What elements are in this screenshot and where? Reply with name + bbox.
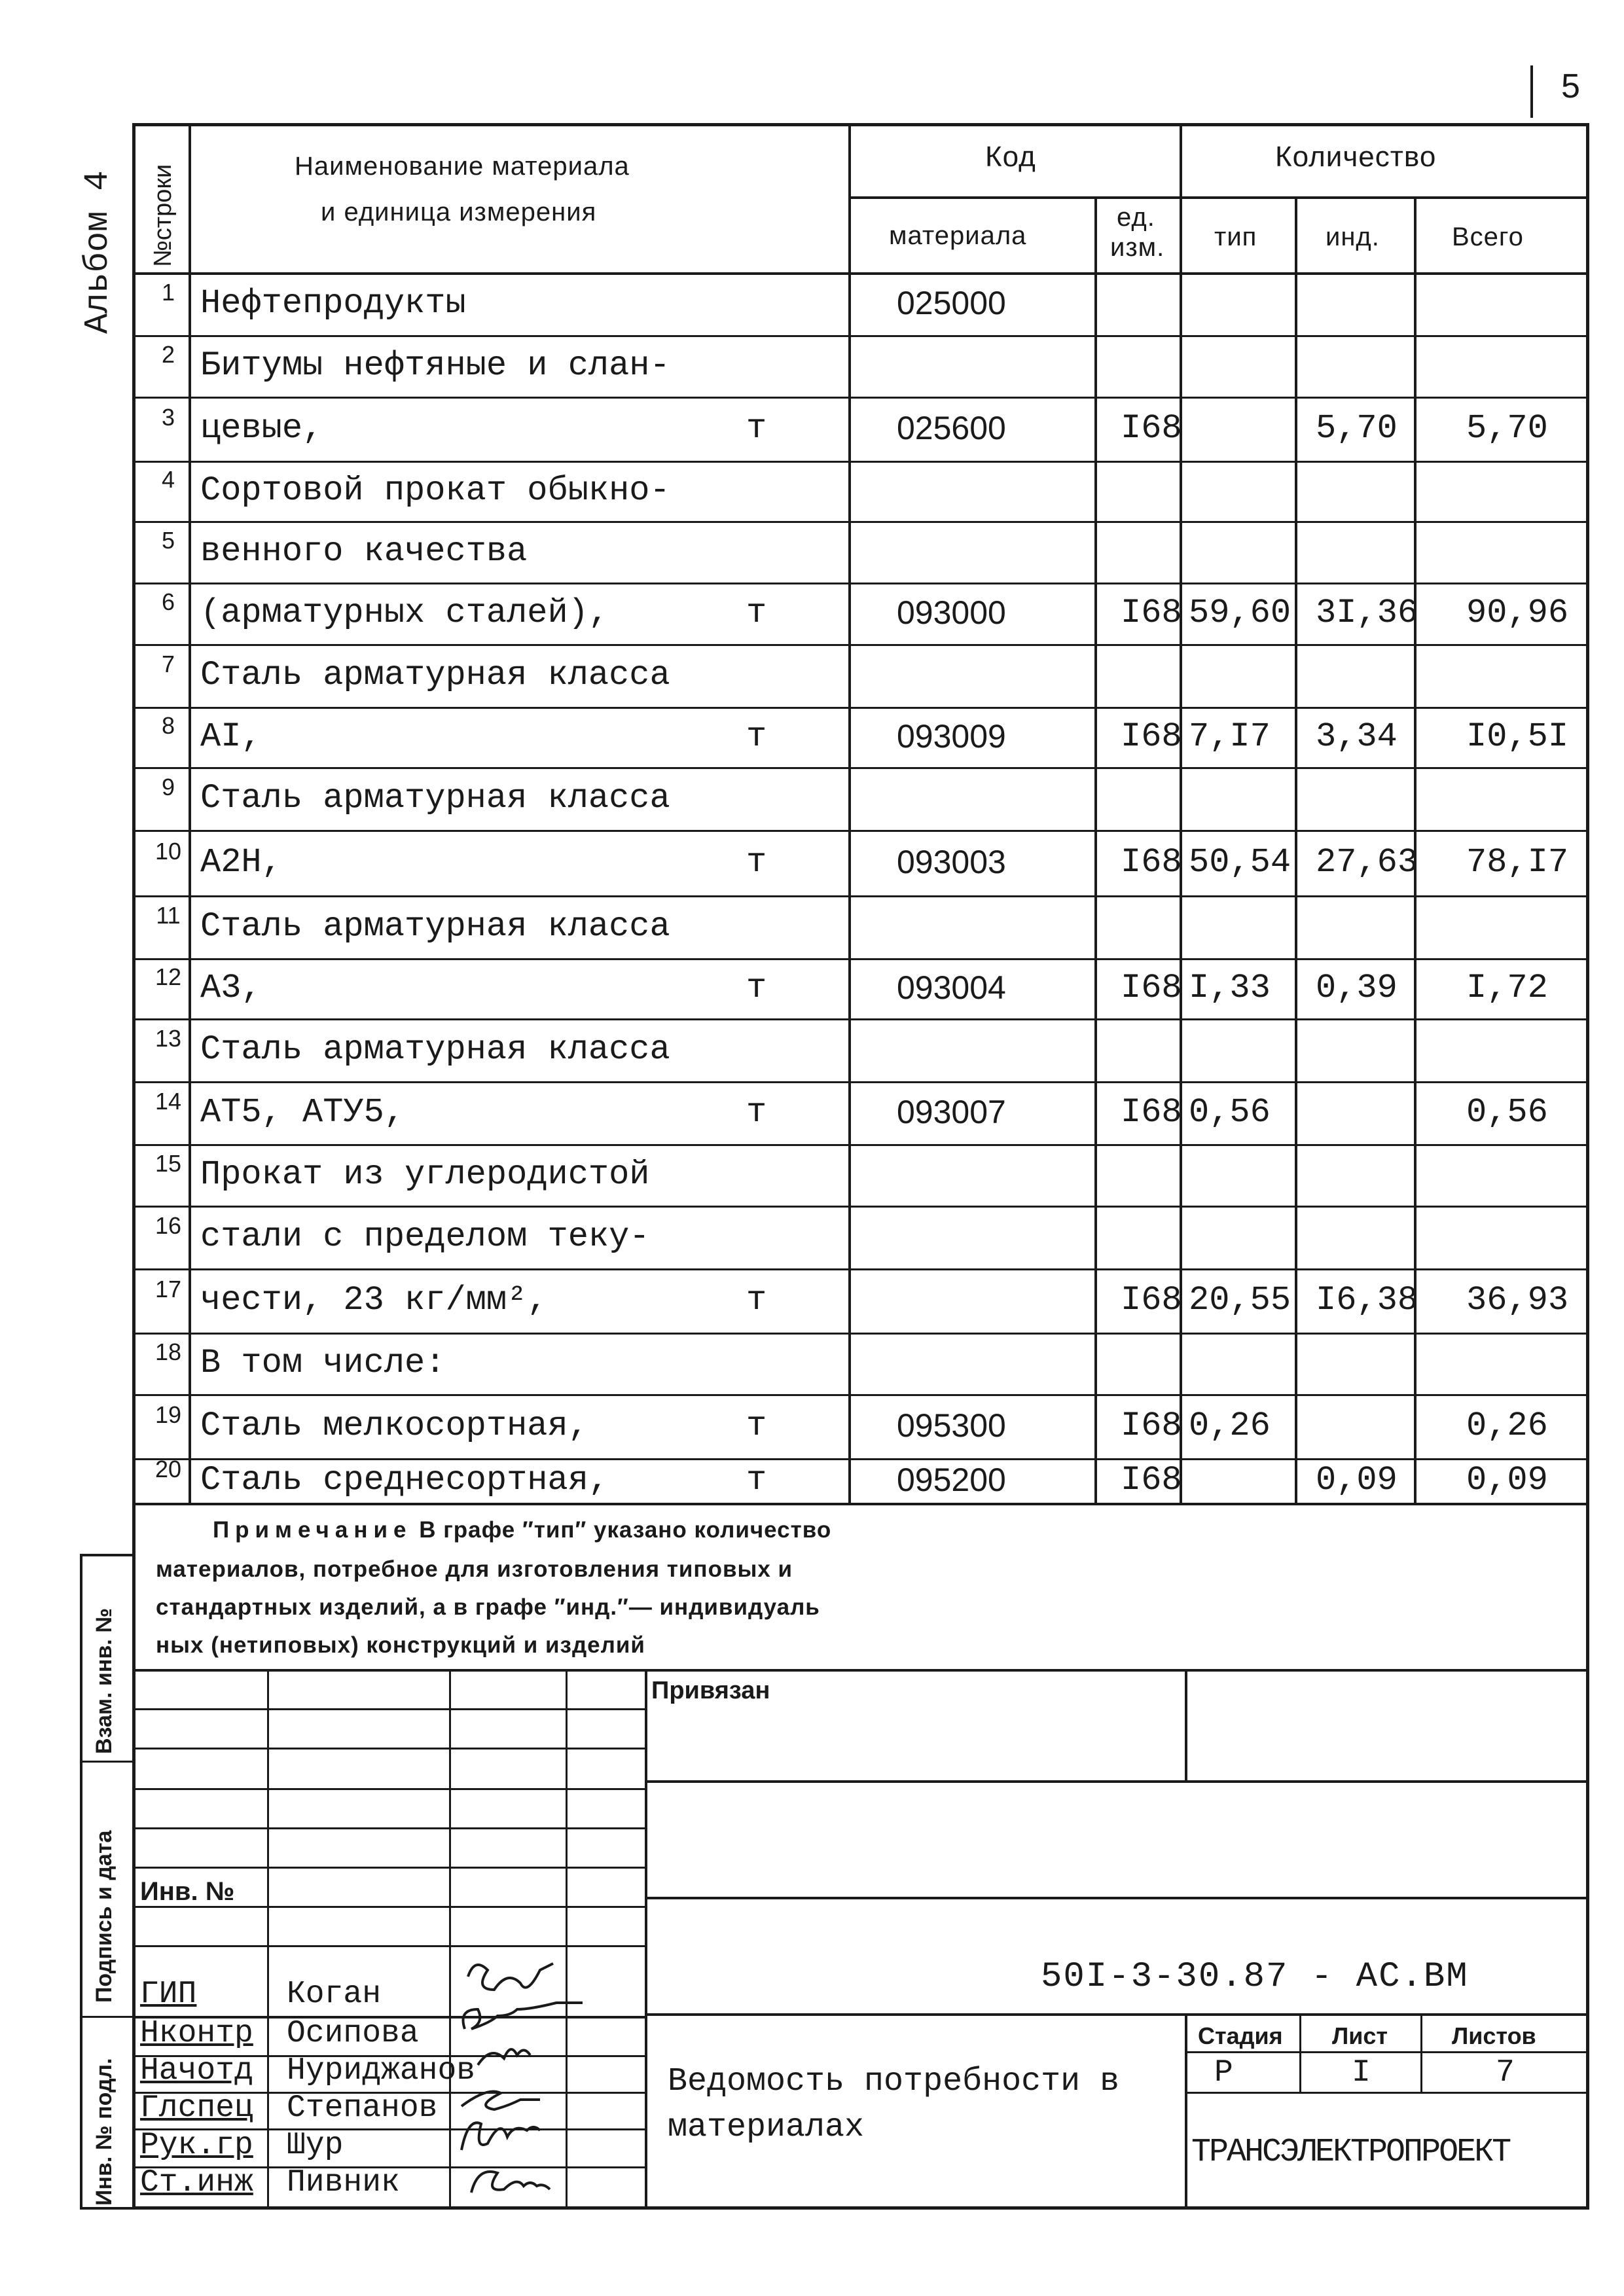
row-number: 12 [154, 963, 182, 990]
qty-total: 36,93 [1466, 1281, 1569, 1319]
signature-pivnik [471, 2172, 550, 2193]
unit-code: I68 [1121, 1281, 1182, 1319]
qty-ind: I6,38 [1316, 1281, 1418, 1319]
row-divider [132, 1394, 1588, 1396]
material-code: 093004 [897, 969, 1006, 1006]
row-divider [132, 1081, 1588, 1083]
row-divider [132, 958, 1588, 960]
table-bottom-line [132, 1503, 1588, 1505]
stage-col-line [1299, 2013, 1301, 2092]
material-name: Нефтепродукты [200, 284, 466, 323]
signature-osipova [463, 2003, 583, 2029]
qty-ind: 3I,36 [1316, 594, 1418, 632]
stamp-role: Ст.инж [140, 2165, 253, 2200]
stage-label: Стадия [1198, 2022, 1283, 2049]
qty-total: 0,09 [1466, 1461, 1548, 1499]
sheets-value: 7 [1496, 2055, 1515, 2090]
unit-code: I68 [1121, 717, 1182, 756]
qty-total: I,72 [1466, 969, 1548, 1007]
row-divider [132, 397, 1588, 399]
row-divider [132, 895, 1588, 897]
side-label-podpis: Подпись и дата [92, 1830, 117, 2003]
side-label-inv-podl: Инв. № подл. [92, 2058, 117, 2206]
row-number: 15 [154, 1150, 182, 1177]
stamp-person: Степанов [287, 2090, 438, 2126]
stamp-role: ГИП [140, 1977, 197, 2012]
album-label: Альбом 4 [79, 170, 117, 334]
page-number: 5 [1561, 67, 1580, 105]
material-code: 095200 [897, 1462, 1006, 1498]
material-name: Сталь арматурная класса [200, 779, 670, 817]
qty-total: 5,70 [1466, 409, 1548, 448]
row-divider [132, 1206, 1588, 1208]
stamp-role: Глспец [140, 2090, 253, 2126]
row-divider [132, 644, 1588, 646]
stage-block-divider [1185, 2013, 1187, 2210]
side-label-vzam: Взам. инв. № [92, 1607, 117, 1754]
privyazan-divider [1185, 1669, 1187, 1780]
unit-code: I68 [1121, 594, 1182, 632]
stamp-person: Шур [287, 2128, 344, 2163]
material-name: Сталь среднесортная, [200, 1461, 609, 1499]
unit-measure: т [746, 717, 767, 756]
material-name: венного качества [200, 532, 528, 571]
material-name: Сталь арматурная класса [200, 907, 670, 946]
material-name: AT5, ATУ5, [200, 1093, 405, 1132]
row-divider [132, 830, 1588, 832]
row-number: 13 [154, 1025, 182, 1052]
row-number: 19 [154, 1401, 182, 1428]
row-divider [132, 521, 1588, 523]
qty-ind: 0,39 [1316, 969, 1398, 1007]
stage-values-line [1185, 2092, 1588, 2094]
unit-code: I68 [1121, 409, 1182, 448]
unit-measure: т [746, 843, 767, 882]
side-divider-1 [80, 1761, 132, 1763]
material-name: Сталь арматурная класса [200, 1030, 670, 1069]
title-top-line [645, 2013, 1588, 2016]
stamp-role: Рук.гр [140, 2128, 253, 2163]
qty-type: 7,I7 [1189, 717, 1271, 756]
unit-code: I68 [1121, 1407, 1182, 1445]
privyazan-label: Привязан [651, 1677, 770, 1704]
stamp-role: Нконтр [140, 2016, 253, 2051]
row-number: 5 [161, 527, 175, 554]
signature-stepanov [461, 2092, 540, 2110]
total-header: Всего [1452, 223, 1524, 251]
row-divider [132, 1458, 1588, 1460]
qty-total: 0,56 [1466, 1093, 1548, 1132]
note-line3: стандартных изделий, а в графе ″инд.″— индивидуаль [156, 1594, 820, 1620]
signatures-svg [452, 1950, 648, 2210]
stamp-grid-row1 [132, 1708, 645, 1710]
row-divider [132, 1268, 1588, 1270]
stamp-grid-row5 [132, 1867, 645, 1869]
side-divider-2 [80, 2016, 132, 2018]
stamp-grid-row2 [132, 1748, 645, 1749]
header-bottom-line [132, 272, 1588, 275]
page-number-divider [1530, 65, 1533, 118]
unit-measure: т [746, 1093, 767, 1132]
row-divider [132, 1018, 1588, 1020]
doc-title-line1: Ведомость потребности в [668, 2063, 1120, 2100]
row-number: 8 [161, 712, 175, 739]
qty-ind: 5,70 [1316, 409, 1398, 448]
qty-type: 0,56 [1189, 1093, 1271, 1132]
qty-type: I,33 [1189, 969, 1271, 1007]
row-number: 2 [161, 341, 175, 368]
material-header: материала [889, 221, 1027, 250]
material-code: 093007 [897, 1094, 1006, 1130]
qty-type: 20,55 [1189, 1281, 1291, 1319]
row-number: 6 [161, 588, 175, 615]
material-name: A3, [200, 969, 262, 1007]
row-divider [132, 461, 1588, 463]
material-name: цевые, [200, 409, 323, 448]
material-name: Прокат из углеродистой [200, 1155, 650, 1194]
unit-code: I68 [1121, 1093, 1182, 1132]
header-mid-line [848, 196, 1588, 199]
qty-total: I0,5I [1466, 717, 1569, 756]
qty-ind: 0,09 [1316, 1461, 1398, 1499]
sheet-label: Лист [1332, 2022, 1388, 2049]
unit-code: I68 [1121, 843, 1182, 882]
row-divider [132, 767, 1588, 769]
signature-shur [461, 2123, 540, 2150]
material-name: Сортовой прокат обыкно- [200, 471, 670, 510]
material-name: Сталь арматурная класса [200, 656, 670, 694]
qty-ind: 3,34 [1316, 717, 1398, 756]
type-header: тип [1214, 223, 1257, 251]
row-divider [132, 1333, 1588, 1335]
row-number: 1 [161, 279, 175, 306]
name-header-line2: и единица измерения [321, 198, 597, 226]
inv-no-label: Инв. № [140, 1877, 235, 1906]
row-number: 3 [161, 404, 175, 431]
qty-ind: 27,63 [1316, 843, 1418, 882]
note-line4: ных (нетиповых) конструкций и изделий [156, 1632, 645, 1658]
material-code: 025600 [897, 410, 1006, 446]
sheet-col-line [1420, 2013, 1422, 2092]
privyazan-bottom-line [645, 1780, 1588, 1783]
unit-measure: т [746, 409, 767, 448]
qty-type: 59,60 [1189, 594, 1291, 632]
stamp-person: Осипова [287, 2016, 419, 2051]
signature-kogan [468, 1964, 553, 1990]
signature-nuridzhanov [478, 2049, 530, 2065]
material-name: В том числе: [200, 1344, 446, 1382]
material-code: 093003 [897, 844, 1006, 880]
material-code: 093000 [897, 594, 1006, 631]
stage-value: P [1214, 2055, 1233, 2090]
note-line1-text: В графе ″тип″ указано количество [419, 1517, 832, 1543]
organization-name: ТРАНСЭЛЕКТРОПРОЕКТ [1191, 2134, 1510, 2171]
doc-code-top-line [645, 1897, 1588, 1899]
unit-header-2: изм. [1110, 233, 1165, 262]
material-code: 093009 [897, 718, 1006, 755]
ind-header: инд. [1326, 223, 1380, 251]
row-divider [132, 583, 1588, 584]
stamp-person: Коган [287, 1977, 382, 2012]
unit-measure: т [746, 1281, 767, 1319]
stamp-person: Нуриджанов [287, 2053, 476, 2089]
material-code: 095300 [897, 1407, 1006, 1444]
note-label: Примечание [213, 1517, 412, 1543]
qty-type: 50,54 [1189, 843, 1291, 882]
material-name: Сталь мелкосортная, [200, 1407, 588, 1445]
stage-header-line [1185, 2051, 1588, 2053]
col-line-rowno [189, 124, 191, 1503]
stamp-grid-row4 [132, 1827, 645, 1829]
code-header: Код [985, 141, 1036, 173]
stamp-person: Пивник [287, 2165, 400, 2200]
row-no-header: №строки [149, 164, 177, 267]
material-name: чести, 23 кг/мм², [200, 1281, 548, 1319]
row-number: 16 [154, 1212, 182, 1239]
stamp-role: Начотд [140, 2053, 253, 2089]
unit-code: I68 [1121, 969, 1182, 1007]
material-name: Битумы нефтяные и слан- [200, 346, 670, 385]
row-divider [132, 1144, 1588, 1146]
qty-total: 78,I7 [1466, 843, 1569, 882]
sheets-label: Листов [1452, 2022, 1536, 2049]
unit-measure: т [746, 1407, 767, 1445]
unit-header-1: ед. [1117, 203, 1155, 232]
note-line1 [213, 1517, 831, 1543]
col-line-type [1295, 196, 1297, 1503]
unit-code: I68 [1121, 1461, 1182, 1499]
row-number: 17 [154, 1276, 182, 1302]
qty-total: 90,96 [1466, 594, 1569, 632]
row-divider [132, 335, 1588, 337]
unit-measure: т [746, 969, 767, 1007]
doc-title-line2: материалах [668, 2109, 865, 2146]
sheet-value: I [1352, 2055, 1371, 2090]
row-number: 20 [154, 1456, 182, 1482]
row-number: 18 [154, 1338, 182, 1365]
name-header-line1: Наименование материала [295, 152, 630, 181]
col-line-code [1094, 196, 1097, 1503]
row-number: 9 [161, 774, 175, 800]
material-name: A2H, [200, 843, 282, 882]
quantity-header: Количество [1275, 141, 1437, 173]
row-number: 14 [154, 1088, 182, 1115]
unit-measure: т [746, 1461, 767, 1499]
qty-total: 0,26 [1466, 1407, 1548, 1445]
row-number: 10 [154, 838, 182, 865]
col-line-name [848, 124, 851, 1503]
row-number: 4 [161, 466, 175, 493]
stamp-grid-row7 [132, 1945, 645, 1947]
stamp-grid-row3 [132, 1788, 645, 1790]
material-code: 025000 [897, 285, 1006, 321]
qty-type: 0,26 [1189, 1407, 1271, 1445]
stamp-top-line [132, 1669, 1588, 1672]
material-name: стали с пределом теку- [200, 1217, 650, 1256]
unit-measure: т [746, 594, 767, 632]
row-number: 11 [156, 902, 181, 929]
note-line2: материалов, потребное для изготовления типовых и [156, 1556, 793, 1582]
row-divider [132, 707, 1588, 709]
row-number: 7 [161, 651, 175, 677]
material-name: (арматурных сталей), [200, 594, 609, 632]
doc-code: 50I-3-30.87 - AC.BM [1041, 1957, 1469, 1997]
material-name: AI, [200, 717, 262, 756]
